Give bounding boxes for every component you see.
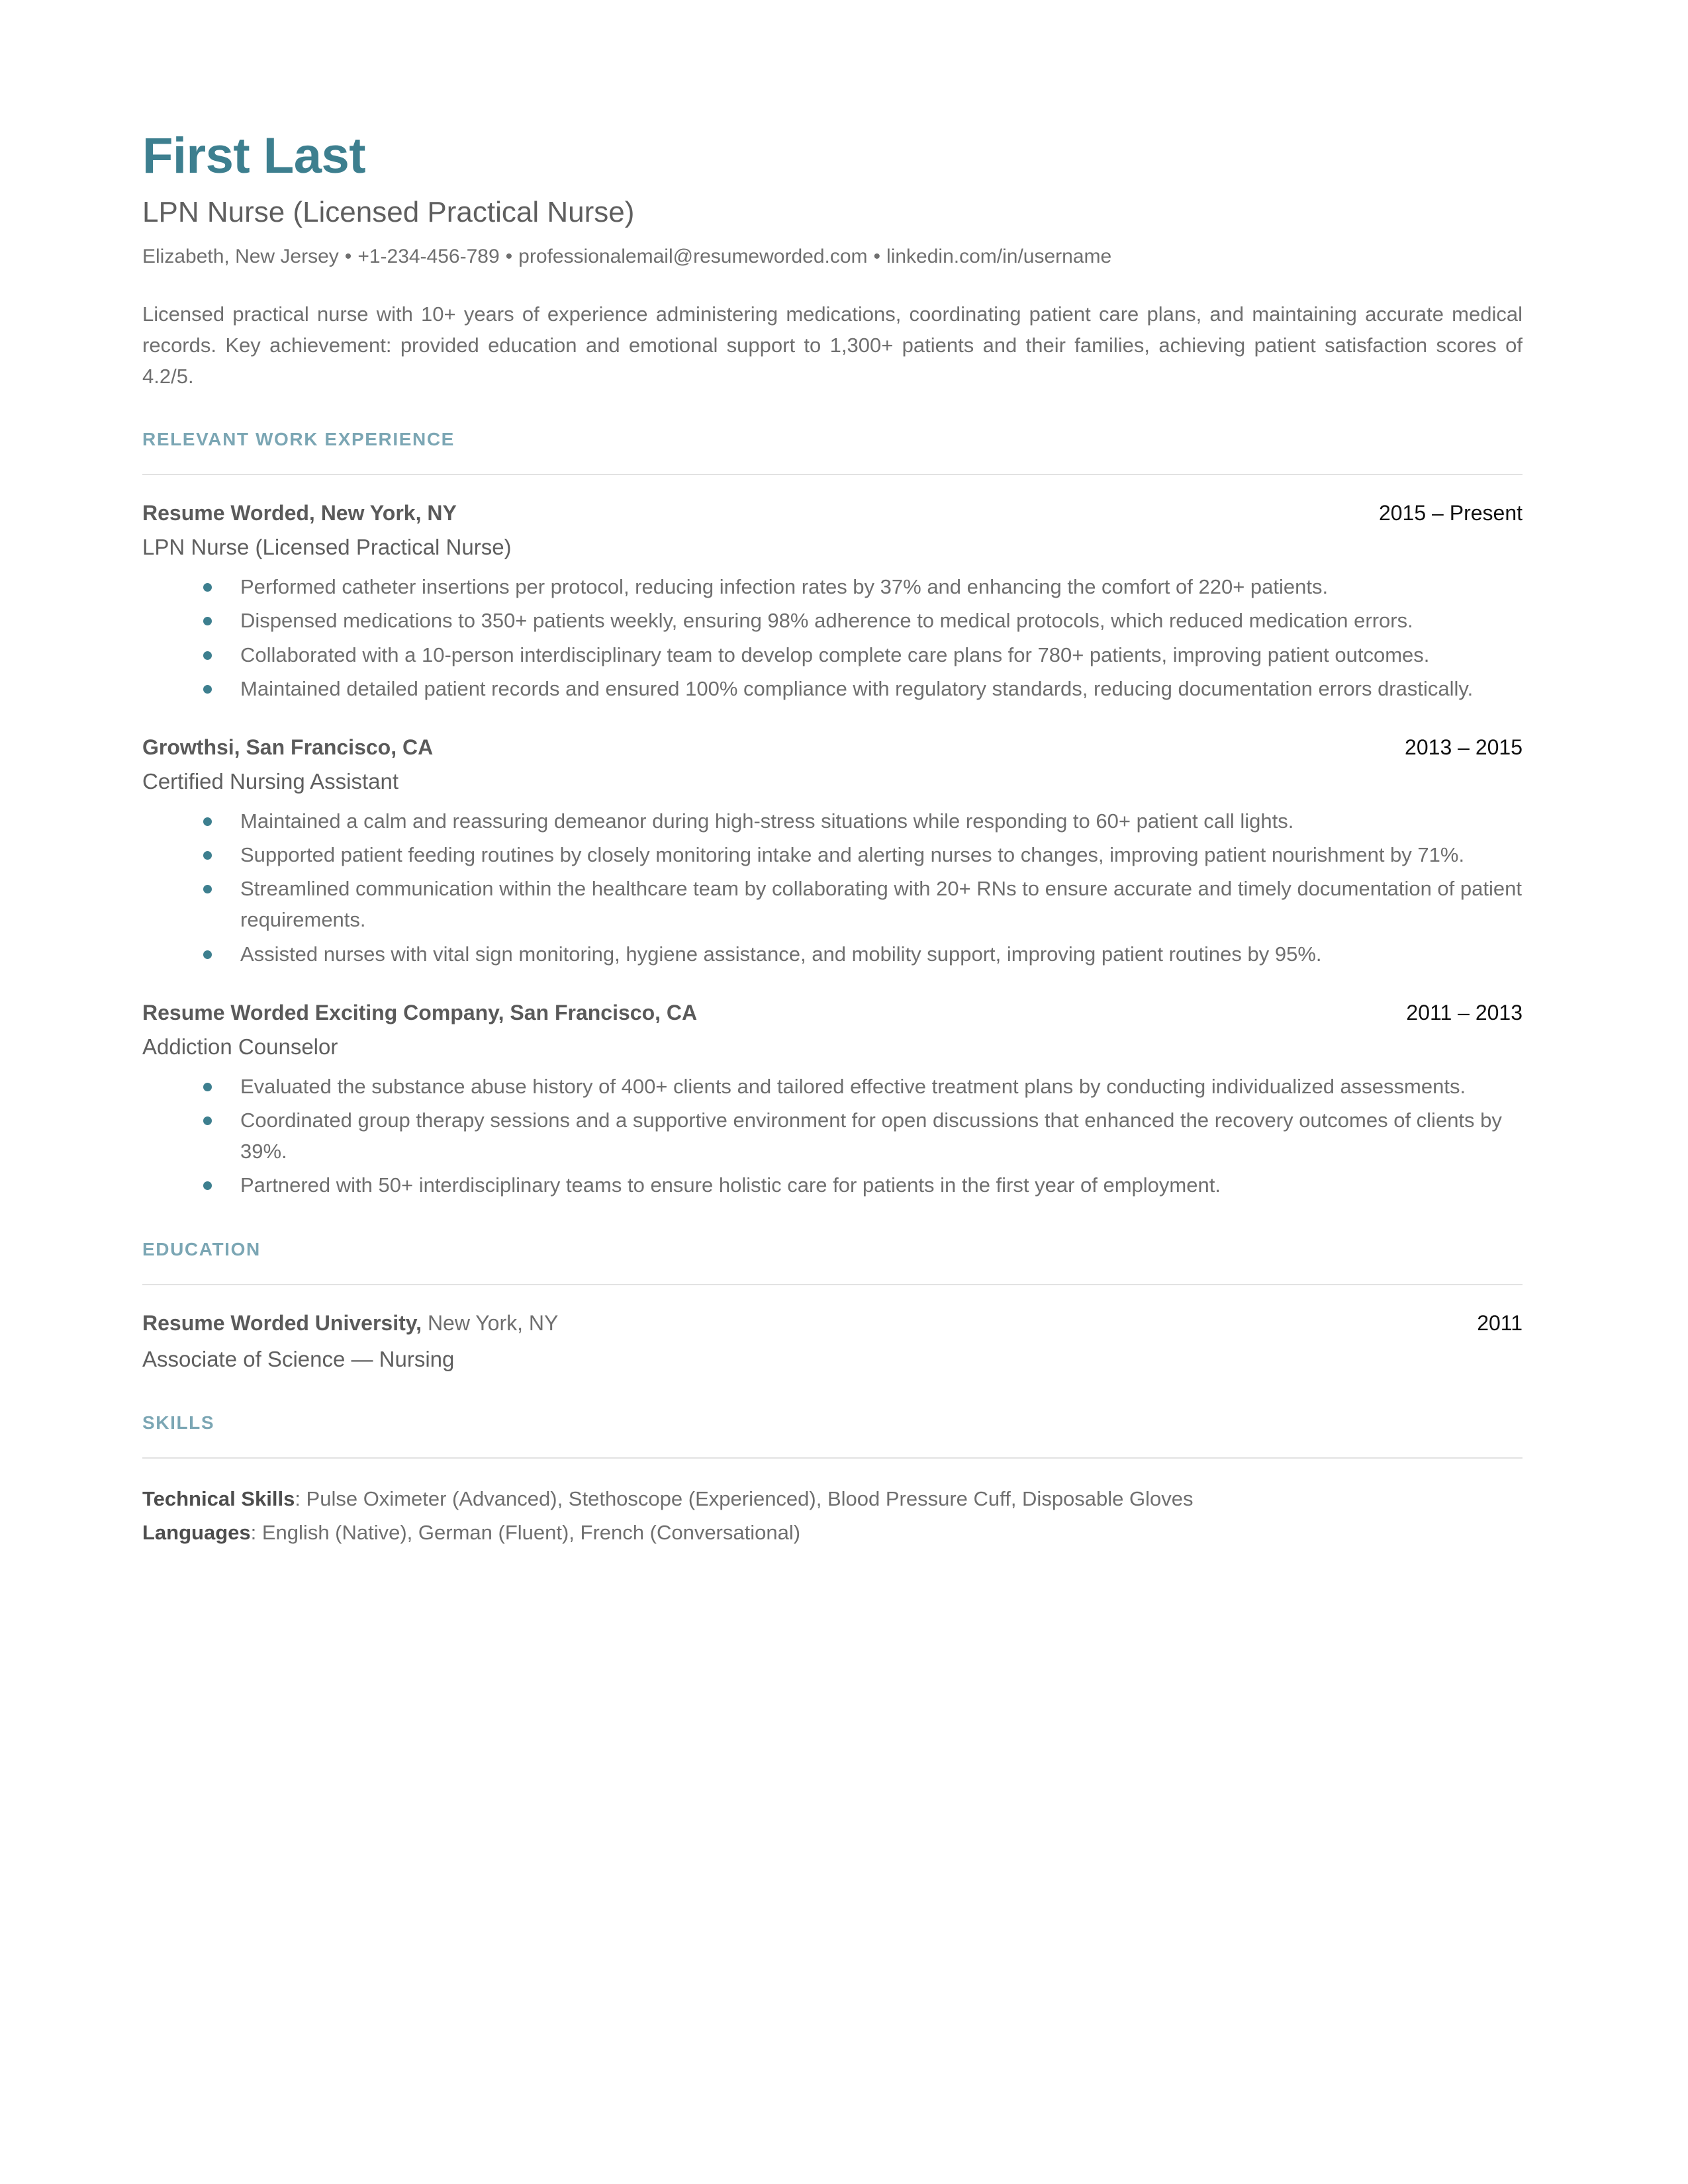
experience-bullet-text: Partnered with 50+ interdisciplinary teams to ensure holistic care for patients in the first year of employment. [240,1173,1221,1197]
experience-bullet [142,1169,1523,1201]
professional-summary: Licensed practical nurse with 10+ years of experience administering medications, coordinating patient care plans, and maintaining accurate medical records. Key achievement: provided education and emotional support to 1,300+ patients and their families, achieving patient satisfaction scores of 4.2/5. [142,302,1523,388]
section-divider-skills [142,1457,1523,1459]
spacer-before-skills [142,1374,1523,1412]
experience-role: Addiction Counselor [142,1034,338,1060]
bullet-dot-icon [203,651,212,660]
experience-organization: Resume Worded, New York, NY [142,501,457,525]
bullet-dot-icon [203,885,212,893]
contact-linkedin[interactable]: linkedin.com/in/username [886,246,1112,268]
experience-bullet-text: Maintained detailed patient records and ensured 100% compliance with regulatory standards, reducing documentation errors drastically. [240,676,1474,700]
experience-organization: Resume Worded Exciting Company, San Francisco, CA [142,1000,698,1024]
contact-location: Elizabeth, New Jersey [142,246,339,268]
bullet-dot-icon [203,1116,212,1125]
contact-email[interactable]: professionalemail@resumeworded.com [518,246,868,268]
section-heading-experience: RELEVANT WORK EXPERIENCE [142,429,455,450]
experience-bullet-text: Performed catheter insertions per protocol, reducing infection rates by 37% and enhancing the comfort of 220+ patients. [240,575,1329,599]
bullet-dot-icon [203,950,212,959]
skills-category-label: Technical Skills [142,1486,295,1510]
section-divider-experience [142,474,1523,475]
skills-row [142,1484,1523,1514]
experience-bullet-text: Coordinated group therapy sessions and a supportive environment for open discussions that enhanced the recovery outcomes of clients by 39%. [240,1109,1502,1163]
bullet-dot-icon [203,1181,212,1190]
education-school-name: Resume Worded University, [142,1311,422,1336]
skills-category-value: : Pulse Oximeter (Advanced), Stethoscope (Experienced), Blood Pressure Cuff, Disposable Gloves [295,1486,1194,1510]
skills-row [142,1518,1523,1547]
education-entry-header [142,1310,1523,1336]
experience-bullet-text: Maintained a calm and reassuring demeanor during high-stress situations while responding to 60+ patient call lights. [240,809,1294,833]
experience-bullet [142,805,1523,837]
contact-line [142,244,1523,269]
experience-bullet [142,639,1523,670]
experience-entry [142,1000,1523,1201]
resume-content [142,128,1523,1547]
experience-bullet-text: Supported patient feeding routines by closely monitoring intake and alerting nurses to changes, improving patient nourishment by 71%. [240,843,1465,867]
experience-dates: 2013 – 2015 [1405,735,1523,759]
experience-bullet [142,873,1523,935]
experience-bullet [142,673,1523,704]
contact-separator-2: • [505,246,513,268]
experience-bullet-list [142,1071,1523,1201]
skills-category-label: Languages [142,1520,251,1544]
contact-phone: +1-234-456-789 [357,246,500,268]
experience-bullet [142,571,1523,602]
experience-bullet-list [142,571,1523,704]
skills-category-value: : English (Native), German (Fluent), French (Conversational) [250,1520,801,1544]
section-heading-education: EDUCATION [142,1239,261,1260]
experience-entry [142,500,1523,704]
bullet-dot-icon [203,1083,212,1091]
spacer-before-education [142,1201,1523,1239]
section-heading-skills: SKILLS [142,1412,215,1433]
experience-bullet [142,605,1523,636]
experience-list [142,500,1523,1201]
experience-entry-header [142,1000,1523,1025]
experience-role: LPN Nurse (Licensed Practical Nurse) [142,535,512,560]
bullet-dot-icon [203,817,212,826]
education-degree: Associate of Science — Nursing [142,1346,455,1371]
section-divider-education [142,1284,1523,1285]
bullet-dot-icon [203,851,212,860]
experience-dates: 2015 – Present [1378,501,1523,525]
bullet-dot-icon [203,685,212,694]
bullet-dot-icon [203,583,212,592]
experience-organization: Growthsi, San Francisco, CA [142,735,434,759]
education-school-line [142,1310,558,1336]
skills-list [142,1484,1523,1548]
experience-bullet-list [142,805,1523,970]
contact-separator-1: • [344,246,352,268]
education-list [142,1310,1523,1373]
bullet-dot-icon [203,617,212,625]
experience-bullet-text: Assisted nurses with vital sign monitoring, hygiene assistance, and mobility support, improving patient routines by 95%. [240,942,1322,966]
education-year: 2011 [1477,1311,1523,1336]
experience-entry-header [142,735,1523,760]
experience-bullet [142,938,1523,970]
experience-bullet [142,1105,1523,1167]
candidate-name: First Last [142,128,366,184]
experience-dates: 2011 – 2013 [1406,1000,1523,1024]
experience-bullet-text: Collaborated with a 10-person interdisciplinary team to develop complete care plans for 780+ patients, improving patient outcomes. [240,643,1430,666]
education-location: New York, NY [422,1311,559,1336]
experience-bullet-text: Streamlined communication within the healthcare team by collaborating with 20+ RNs to ensure accurate and timely documentation of patient requirements. [240,877,1522,932]
experience-entry [142,735,1523,970]
experience-role: Certified Nursing Assistant [142,769,399,794]
experience-bullet-text: Dispensed medications to 350+ patients weekly, ensuring 98% adherence to medical protocols, which reduced medication errors. [240,609,1413,633]
experience-bullet [142,839,1523,870]
experience-entry-header [142,500,1523,525]
contact-separator-3: • [873,246,881,268]
education-entry [142,1310,1523,1373]
experience-bullet-text: Evaluated the substance abuse history of 400+ clients and tailored effective treatment plans by conducting individualized assessments. [240,1074,1466,1098]
candidate-headline: LPN Nurse (Licensed Practical Nurse) [142,196,635,228]
experience-bullet [142,1071,1523,1102]
